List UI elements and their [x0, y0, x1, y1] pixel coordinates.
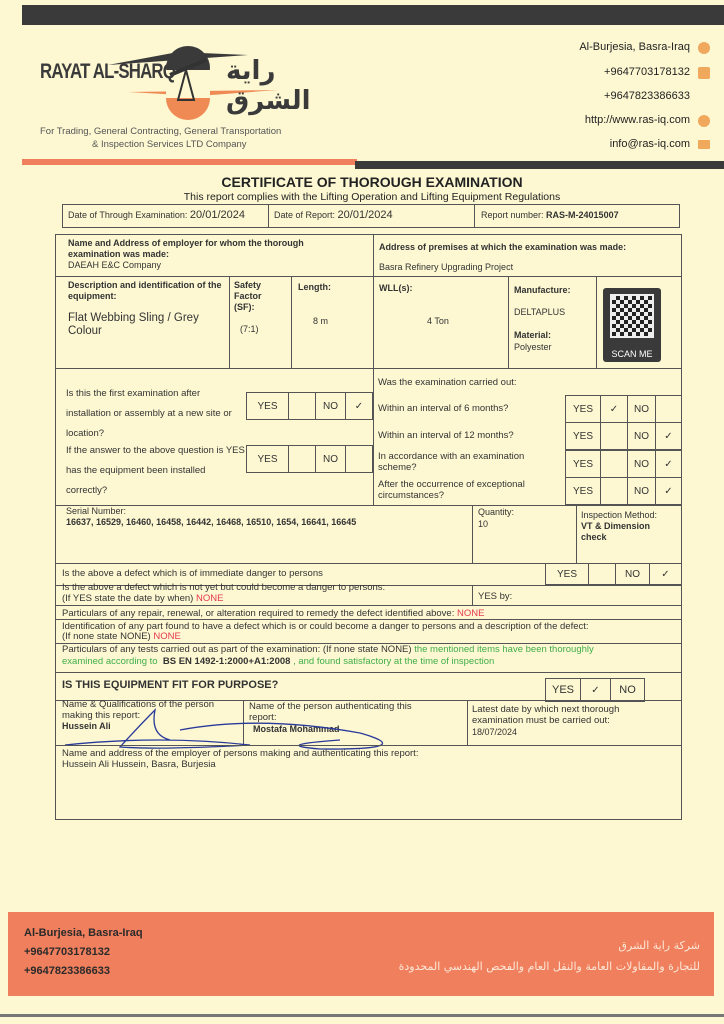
- method-value: VT & Dimension check: [581, 521, 651, 542]
- report-number-label: Report number:: [481, 210, 544, 220]
- q-installed-no-label: NO: [315, 445, 346, 473]
- qr-code[interactable]: [603, 288, 661, 362]
- immediate-yes-label: YES: [545, 563, 589, 585]
- carried-out-0-label-yes: YES: [565, 395, 601, 423]
- q-first-yes-label: YES: [246, 392, 289, 420]
- footer-ar-line-1: شركة راية الشرق: [618, 939, 700, 952]
- length-label: Length:: [298, 282, 331, 292]
- description-label: Description and identification of the equipment:: [68, 280, 222, 301]
- scan-me-label: SCAN ME: [611, 349, 653, 359]
- length-value: 8 m: [313, 316, 329, 326]
- safety-factor-value: (7:1): [240, 324, 259, 334]
- company-name-ar: راية الشرق: [226, 56, 311, 116]
- footer-phone-1: +9647703178132: [24, 946, 110, 958]
- safety-factor-label: Safety Factor (SF):: [234, 280, 262, 312]
- wll-value: 4 Ton: [427, 316, 449, 326]
- employer-value: DAEAH E&C Company: [68, 260, 162, 270]
- header-divider-orange: [22, 159, 357, 165]
- q-first-no-label: NO: [315, 392, 346, 420]
- identification-label-2: (If none state NONE): [62, 631, 151, 642]
- q-could-become: Is the above a defect which is not yet but could become a danger to persons:: [62, 582, 386, 593]
- description-value: Flat Webbing Sling / Grey Colour: [68, 312, 199, 337]
- carried-out-2-label-yes: YES: [565, 450, 601, 478]
- authenticator-label: Name of the person authenticating this report:: [249, 701, 412, 723]
- carried-out-label: Was the examination carried out:: [378, 377, 517, 388]
- carried-out-0-box-no[interactable]: [655, 395, 682, 423]
- q-first-yes-box[interactable]: [288, 392, 316, 420]
- manufacture-label: Manufacture:: [514, 285, 571, 295]
- header-phone-2: +9647823386633: [604, 90, 690, 102]
- globe-icon: [698, 115, 710, 127]
- could-become-answer: NONE: [195, 593, 224, 604]
- company-name-en: RAYAT AL-SHARQ: [40, 60, 176, 83]
- exam-date: 20/01/2024: [189, 209, 245, 221]
- carried-out-2-box-no[interactable]: ✓: [655, 450, 682, 478]
- employer-persons-value: Hussein Ali Hussein, Basra, Burjesia: [62, 759, 216, 770]
- report-date-label: Date of Report:: [274, 210, 336, 220]
- immediate-yes-box[interactable]: [588, 563, 616, 585]
- identification-label: Identification of any part found to have a defect which is or could become a danger to persons and a description of the defect:: [62, 621, 589, 632]
- tests-label: Particulars of any tests carried out as part of the examination: (If none state NONE): [62, 644, 412, 655]
- certificate-title: CERTIFICATE OF THOROUGH EXAMINATION: [221, 174, 523, 190]
- tagline-1: For Trading, General Contracting, General Transportation: [40, 126, 282, 137]
- employer-persons-label: Name and address of the employer of persons making and authenticating this report:: [62, 748, 419, 759]
- carried-out-3-box-no[interactable]: ✓: [655, 477, 682, 505]
- tests-text-3: , and found satisfactory at the time of inspection: [293, 656, 495, 667]
- immediate-no-label: NO: [615, 563, 650, 585]
- employer-label: Name and Address of employer for whom the thorough examination was made:: [68, 238, 304, 259]
- mail-icon: [698, 140, 710, 149]
- header-website[interactable]: http://www.ras-iq.com: [584, 114, 690, 126]
- next-exam-label: Latest date by which next thorough examination must be carried out:: [472, 704, 620, 726]
- location-icon: [698, 42, 710, 54]
- tests-text-2: examined according to: [62, 656, 158, 667]
- serial-label: Serial Number:: [66, 506, 127, 516]
- header-email[interactable]: info@ras-iq.com: [609, 138, 690, 150]
- carried-out-q-0: Within an interval of 6 months?: [378, 403, 509, 414]
- certificate-subtitle: This report complies with the Lifting Operation and Lifting Equipment Regulations: [183, 191, 561, 203]
- wll-label: WLL(s):: [379, 283, 413, 293]
- quantity-value: 10: [478, 519, 489, 529]
- qr-code-icon: [610, 294, 654, 338]
- premises-label: Address of premises at which the examination was made:: [379, 242, 627, 252]
- q-installed-no-box[interactable]: [345, 445, 373, 473]
- header-phone-1: +9647703178132: [604, 66, 690, 78]
- carried-out-0-label-no: NO: [627, 395, 656, 423]
- carried-out-1-label-no: NO: [627, 422, 656, 450]
- company-logo: [38, 30, 338, 130]
- identification-answer: NONE: [153, 631, 181, 642]
- authenticator-name: Mostafa Mohammad: [253, 724, 340, 734]
- q-installed-yes-box[interactable]: [288, 445, 316, 473]
- tests-text-1: the mentioned items have been thoroughly: [414, 644, 594, 655]
- fit-no-label: NO: [610, 678, 645, 702]
- premises-value: Basra Refinery Upgrading Project: [379, 262, 514, 272]
- footer-address: Al-Burjesia, Basra-Iraq: [24, 927, 143, 939]
- q-installed-yes-label: YES: [246, 445, 289, 473]
- carried-out-1-box-yes[interactable]: [600, 422, 628, 450]
- carried-out-2-label-no: NO: [627, 450, 656, 478]
- carried-out-1-label-yes: YES: [565, 422, 601, 450]
- q-immediate: Is the above a defect which is of immediate danger to persons: [62, 568, 323, 579]
- quantity-label: Quantity:: [478, 507, 515, 517]
- carried-out-3-label-no: NO: [627, 477, 656, 505]
- top-bar: [22, 5, 724, 25]
- report-date: 20/01/2024: [337, 209, 393, 221]
- immediate-no-box[interactable]: ✓: [649, 563, 682, 585]
- fit-yes-box[interactable]: ✓: [580, 678, 611, 702]
- material-value: Polyester: [514, 342, 552, 352]
- carried-out-q-3: After the occurrence of exceptional circumstances?: [378, 479, 525, 501]
- carried-out-q-1: Within an interval of 12 months?: [378, 430, 514, 441]
- q-could-become-2: (If YES state the date by when): [62, 593, 194, 604]
- material-label: Material:: [514, 330, 552, 340]
- tagline-2: & Inspection Services LTD Company: [92, 139, 247, 150]
- manufacture-value: DELTAPLUS: [514, 307, 566, 317]
- yes-by-label: YES by:: [478, 591, 513, 602]
- footer-ar-line-2: للتجارة والمقاولات العامة والنقل العام والفحص الهندسي المحدودة: [398, 960, 700, 973]
- footer-phone-2: +9647823386633: [24, 965, 110, 977]
- q-first-exam: Is this the first examination after installation or assembly at a new site or location?: [66, 388, 232, 439]
- fit-yes-label: YES: [545, 678, 581, 702]
- repair-answer: NONE: [457, 608, 485, 619]
- method-label: Inspection Method:: [581, 510, 658, 520]
- carried-out-3-box-yes[interactable]: [600, 477, 628, 505]
- phone-icon: [698, 67, 710, 79]
- carried-out-q-2: In accordance with an examination scheme?: [378, 451, 525, 473]
- carried-out-3-label-yes: YES: [565, 477, 601, 505]
- tests-standard: BS EN 1492-1:2000+A1:2008: [162, 656, 291, 667]
- serial-numbers: 16637, 16529, 16460, 16458, 16442, 16468, 16510, 1654, 16641, 16645: [66, 517, 357, 527]
- footer-band: [8, 912, 714, 996]
- maker-label: Name & Qualifications of the person making this report:: [62, 699, 215, 721]
- report-number: RAS-M-24015007: [546, 210, 619, 220]
- carried-out-2-box-yes[interactable]: [600, 450, 628, 478]
- fit-label: IS THIS EQUIPMENT FIT FOR PURPOSE?: [62, 679, 279, 691]
- footer-bottom-line: [0, 1014, 724, 1017]
- header-address: Al-Burjesia, Basra-Iraq: [579, 41, 690, 53]
- q-first-no-box[interactable]: ✓: [345, 392, 373, 420]
- carried-out-1-box-no[interactable]: ✓: [655, 422, 682, 450]
- carried-out-0-box-yes[interactable]: ✓: [600, 395, 628, 423]
- header-divider-dark: [355, 161, 724, 169]
- next-exam-date: 18/07/2024: [472, 727, 518, 737]
- repair-label: Particulars of any repair, renewal, or alteration required to remedy the defect identified above:: [62, 608, 455, 619]
- exam-date-label: Date of Through Examination:: [68, 210, 188, 220]
- maker-name: Hussein Ali: [62, 721, 111, 731]
- q-installed: If the answer to the above question is YES has the equipment been installed correctly?: [66, 445, 245, 496]
